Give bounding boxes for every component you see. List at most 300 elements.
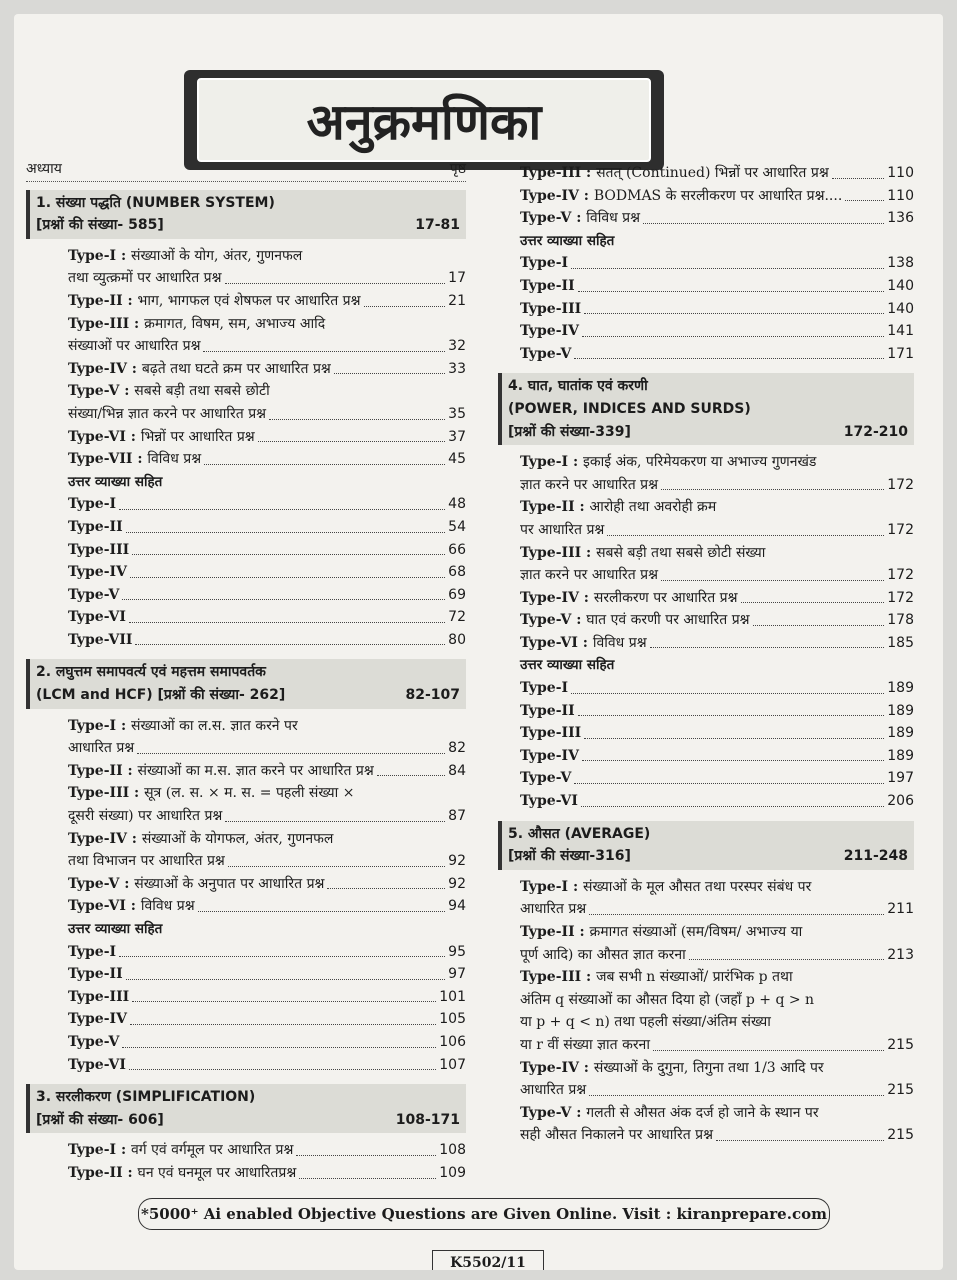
type-label: Type-IV : [520, 1059, 594, 1076]
header-chapter-label: अध्याय [26, 161, 62, 177]
page-number: 136 [887, 210, 914, 227]
dot-leader [689, 959, 885, 960]
page-number: 172 [887, 567, 914, 584]
toc-entry [520, 632, 914, 655]
entry-text [68, 493, 116, 516]
type-label: Type-II [520, 277, 575, 294]
footer-note: *5000⁺ Ai enabled Objective Questions are Given Online. Visit : kiranprepare.com [138, 1198, 830, 1230]
page-number: 140 [887, 300, 914, 317]
entry-text [520, 343, 571, 366]
toc-entry [68, 895, 466, 918]
toc-entry [68, 584, 466, 607]
dot-leader [574, 358, 884, 359]
toc-entry-line: Type-I : संख्याओं का ल.स. ज्ञात करने पर [68, 717, 298, 734]
toc-entry [520, 1034, 914, 1057]
chapter-items [26, 245, 466, 652]
dot-leader [650, 647, 885, 648]
page-number: 48 [448, 496, 466, 513]
dot-leader [581, 806, 884, 807]
entry-text [68, 1031, 119, 1054]
type-label: Type-V [68, 1033, 120, 1050]
toc-entry [68, 1054, 466, 1077]
entry-text: पर आधारित प्रश्न [520, 521, 605, 538]
type-label: Type-II [68, 966, 123, 983]
solutions-label: उत्तर व्याख्या सहित [68, 921, 163, 937]
toc-entry [68, 606, 466, 629]
type-label: Type-III : [520, 544, 597, 561]
type-label: Type-VII [68, 631, 133, 648]
page-number: 109 [439, 1164, 466, 1181]
entry-text [68, 561, 127, 584]
dot-leader [832, 178, 885, 179]
page-number: 106 [439, 1033, 466, 1050]
type-label: Type-I : [68, 717, 131, 734]
entry-text [520, 252, 568, 275]
page-number: 211 [887, 901, 914, 918]
toc-entry [520, 898, 914, 921]
type-label: Type-III [520, 725, 582, 742]
toc-entry [68, 963, 466, 986]
toc-entry-line: Type-I : संख्याओं के योग, अंतर, गुणनफल [68, 247, 303, 264]
page-number: 21 [448, 292, 466, 309]
type-label: Type-III : [520, 969, 597, 986]
chapter-count-row [36, 684, 460, 707]
toc-entry-line: Type-V : सबसे बड़ी तथा सबसे छोटी [68, 383, 270, 400]
toc-entry [68, 760, 466, 783]
header-page-label: पृष्ठ [449, 161, 466, 177]
entry-text: या r वीं संख्या ज्ञात करना [520, 1036, 650, 1053]
toc-entry [520, 944, 914, 967]
type-label: Type-V : [68, 875, 135, 892]
toc-entry [68, 737, 466, 760]
chapter-pages: 108-171 [395, 1111, 460, 1128]
dot-leader [653, 1050, 884, 1051]
chapter-3-continued [498, 162, 914, 365]
page-number: 87 [448, 808, 466, 825]
toc-entry [68, 539, 466, 562]
solutions-label: उत्तर व्याख्या सहित [520, 232, 615, 249]
type-label: Type-IV [520, 747, 579, 764]
entry-text: तथा व्युत्क्रमों पर आधारित प्रश्न [68, 270, 222, 287]
page-number: 54 [448, 518, 466, 535]
chapter-count-row [508, 421, 908, 444]
type-label: Type-VI [520, 793, 578, 810]
entry-text [520, 320, 579, 343]
entry-text: आधारित प्रश्न [68, 740, 135, 757]
type-label: Type-IV : [520, 187, 594, 204]
chapter-heading [26, 659, 466, 708]
question-count: [प्रश्नों की संख्या- 606] [36, 1111, 164, 1128]
dot-leader [228, 866, 445, 867]
dot-leader [607, 535, 884, 536]
page-number: 172 [887, 476, 914, 493]
solutions-label: उत्तर व्याख्या सहित [520, 657, 615, 674]
type-label: Type-VI : [68, 898, 141, 915]
toc-entry [68, 426, 466, 449]
page-title: अनुक्रमणिका [197, 78, 651, 162]
dot-leader [122, 1047, 436, 1048]
dot-leader [334, 373, 445, 374]
type-label: Type-V [520, 345, 572, 362]
page-number: 32 [448, 338, 466, 355]
page-number: 72 [448, 609, 466, 626]
toc-entry [68, 493, 466, 516]
page-number: 213 [887, 946, 914, 963]
dot-leader [137, 753, 445, 754]
dot-leader [571, 693, 884, 694]
entry-text [520, 722, 581, 745]
chapter-name: 2. लघुत्तम समापवर्त्य एवं महत्तम समापवर्तक [36, 664, 266, 681]
toc-entry-line: Type-III : सबसे बड़ी तथा सबसे छोटी संख्या [520, 544, 766, 561]
page-number: 35 [448, 405, 466, 422]
type-label: Type-IV : [68, 360, 142, 377]
page-number: 82 [448, 740, 466, 757]
chapter-items [26, 715, 466, 1077]
page-number: 80 [448, 631, 466, 648]
chapter-items [498, 451, 914, 813]
chapter-name-en: (POWER, INDICES AND SURDS) [508, 400, 751, 417]
entry-text [520, 767, 571, 790]
chapter-count-row [508, 845, 908, 868]
entry-text: Type-III : सतत् (Continued) भिन्नों पर आधारित प्रश्न [520, 165, 829, 181]
dot-leader [132, 1001, 436, 1002]
page-number: 66 [448, 541, 466, 558]
entry-text [68, 963, 123, 986]
dot-leader [126, 979, 446, 980]
page-number: 189 [887, 680, 914, 697]
page-number: 37 [448, 428, 466, 445]
type-label: Type-III : [68, 315, 145, 332]
type-label: Type-II : [520, 499, 590, 516]
dot-leader [258, 441, 445, 442]
chapter-heading [498, 373, 914, 445]
type-label: Type-IV [68, 1011, 127, 1028]
toc-entry [520, 790, 914, 813]
toc-entry [520, 722, 914, 745]
dot-leader [198, 911, 446, 912]
page-number: 189 [887, 747, 914, 764]
toc-entry [68, 1031, 466, 1054]
chapter-name: 4. घात, घातांक एवं करणी [508, 378, 648, 395]
toc-entry-line: अंतिम q संख्याओं का औसत दिया हो (जहाँ p + q > n [520, 991, 815, 1008]
entry-text: ज्ञात करने पर आधारित प्रश्न [520, 476, 659, 493]
page-number: 215 [887, 1036, 914, 1053]
toc-entry [68, 986, 466, 1009]
dot-leader [269, 419, 445, 420]
toc-entry-line: Type-I : इकाई अंक, परिमेयकरण या अभाज्य गुणनखंड [520, 454, 817, 471]
toc-entry-line: Type-IV : संख्याओं के दुगुना, तिगुना तथा 1/3 आदि पर [520, 1059, 824, 1076]
book-code: K5502/11 [432, 1250, 544, 1270]
page-number: 185 [887, 634, 914, 651]
type-label: Type-III : [68, 785, 145, 802]
entry-text: Type-IV : BODMAS के सरलीकरण पर आधारित प्रश्न.... [520, 187, 843, 204]
dot-leader [589, 914, 884, 915]
type-label: Type-III [520, 300, 582, 317]
dot-leader [661, 489, 884, 490]
type-label: Type-I [520, 255, 569, 272]
toc-entry [68, 1162, 466, 1185]
toc-entry [68, 448, 466, 471]
page-number: 84 [448, 762, 466, 779]
toc-entry [68, 941, 466, 964]
chapter-heading [26, 1084, 466, 1133]
page-number: 92 [448, 853, 466, 870]
toc-entry [520, 609, 914, 632]
page-number: 108 [439, 1142, 466, 1159]
entry-text: आधारित प्रश्न [520, 901, 587, 918]
dot-leader [135, 644, 445, 645]
entry-text: संख्याओं पर आधारित प्रश्न [68, 338, 201, 355]
type-label: Type-I : [68, 1142, 131, 1159]
type-label: Type-VI [68, 609, 126, 626]
dot-leader [132, 554, 445, 555]
type-label: Type-VII : [68, 451, 148, 468]
type-label: Type-V : [520, 612, 587, 629]
toc-entry-line: Type-III : क्रमागत, विषम, सम, अभाज्य आदि [68, 315, 326, 332]
type-label: Type-VI : [68, 428, 141, 445]
dot-leader [130, 577, 445, 578]
index-header [26, 158, 466, 182]
dot-leader [119, 509, 445, 510]
type-label: Type-V [68, 586, 120, 603]
page-number: 17 [448, 270, 466, 287]
dot-leader [643, 223, 884, 224]
toc-entry [520, 320, 914, 343]
chapter-name: 3. सरलीकरण (SIMPLIFICATION) [36, 1089, 256, 1106]
entry-text [68, 516, 123, 539]
dot-leader [661, 580, 884, 581]
page-number: 172 [887, 589, 914, 606]
entry-text: Type-VI : विविध प्रश्न [68, 898, 195, 915]
toc-entry [520, 1124, 914, 1147]
dot-leader [589, 1095, 884, 1096]
title-banner [184, 70, 664, 170]
toc-entry [520, 474, 914, 497]
dot-leader [377, 775, 445, 776]
toc-entry [68, 290, 466, 313]
dot-leader [582, 760, 884, 761]
entry-text [520, 790, 578, 813]
chapter-heading [498, 821, 914, 870]
entry-text [68, 986, 129, 1009]
dot-leader [578, 715, 885, 716]
toc-entry [520, 700, 914, 723]
dot-leader [225, 283, 446, 284]
chapter-pages: 211-248 [843, 848, 908, 865]
page-number: 141 [887, 323, 914, 340]
type-label: Type-IV : [520, 589, 594, 606]
entry-text: आधारित प्रश्न [520, 1082, 587, 1099]
toc-entry [68, 358, 466, 381]
dot-leader [584, 313, 884, 314]
dot-leader [225, 821, 445, 822]
entry-text [68, 584, 119, 607]
chapter-name: 5. औसत (AVERAGE) [508, 825, 651, 842]
entry-text [520, 298, 581, 321]
type-label: Type-IV : [68, 830, 142, 847]
left-column [26, 158, 466, 1185]
entry-text [68, 1008, 127, 1031]
entry-text: Type-IV : बढ़ते तथा घटते क्रम पर आधारित प्रश्न [68, 360, 331, 377]
toc-entry [68, 516, 466, 539]
page-number: 105 [439, 1011, 466, 1028]
toc-entry [520, 677, 914, 700]
toc-entry-line: Type-V : गलती से औसत अंक दर्ज हो जाने के स्थान पर [520, 1104, 819, 1121]
chapter-items [26, 1139, 466, 1184]
dot-leader [130, 1024, 436, 1025]
dot-leader [364, 306, 446, 307]
page-number: 107 [439, 1056, 466, 1073]
question-count: [प्रश्नों की संख्या- 585] [36, 217, 164, 234]
chapter-count-row [36, 214, 460, 237]
toc-entry [520, 275, 914, 298]
type-label: Type-IV [520, 323, 579, 340]
chapter-count-row [36, 1109, 460, 1132]
toc-entry [68, 850, 466, 873]
toc-entry [68, 403, 466, 426]
page-number: 110 [887, 165, 914, 181]
entry-text [68, 629, 132, 652]
dot-leader [327, 888, 445, 889]
type-label: Type-II : [68, 292, 138, 309]
page-number: 138 [887, 255, 914, 272]
entry-text: Type-VI : भिन्नों पर आधारित प्रश्न [68, 428, 255, 445]
dot-leader [129, 622, 445, 623]
toc-entry [68, 805, 466, 828]
toc-entry [520, 185, 914, 208]
dot-leader [741, 602, 885, 603]
toc-entry [520, 162, 914, 185]
page-number: 110 [887, 187, 914, 204]
toc-entry [520, 207, 914, 230]
type-label: Type-IV [68, 564, 127, 581]
right-column [498, 162, 914, 1147]
entry-text: पूर्ण आदि) का औसत ज्ञात करना [520, 946, 686, 963]
dot-leader [203, 351, 445, 352]
solutions-label: उत्तर व्याख्या सहित [68, 473, 163, 490]
dot-leader [584, 738, 884, 739]
toc-entry [520, 1079, 914, 1102]
entry-text: दूसरी संख्या) पर आधारित प्रश्न [68, 808, 223, 825]
entry-text [520, 677, 568, 700]
question-count: [प्रश्नों की संख्या-339] [508, 423, 631, 440]
dot-leader [582, 336, 884, 337]
type-label: Type-I [68, 943, 117, 960]
toc-entry [520, 343, 914, 366]
toc-entry [520, 519, 914, 542]
type-label: Type-II : [68, 762, 138, 779]
entry-text: Type-V : संख्याओं के अनुपात पर आधारित प्रश्न [68, 875, 325, 892]
dot-leader [571, 268, 884, 269]
dot-leader [129, 1069, 436, 1070]
page-number: 215 [887, 1082, 914, 1099]
entry-text: Type-IV : सरलीकरण पर आधारित प्रश्न [520, 589, 738, 606]
page-number: 206 [887, 793, 914, 810]
page-number: 101 [439, 988, 466, 1005]
page-number: 189 [887, 725, 914, 742]
page-number: 45 [448, 451, 466, 468]
page-number: 33 [448, 360, 466, 377]
toc-entry [520, 767, 914, 790]
dot-leader [574, 783, 884, 784]
question-count: [प्रश्नों की संख्या-316] [508, 848, 631, 865]
type-label: Type-I : [68, 247, 131, 264]
entry-text [520, 700, 575, 723]
dot-leader [126, 532, 446, 533]
page-number: 68 [448, 564, 466, 581]
toc-entry [520, 252, 914, 275]
toc-entry [520, 587, 914, 610]
type-label: Type-III : [520, 165, 597, 181]
toc-entry-line: Type-II : आरोही तथा अवरोही क्रम [520, 499, 717, 516]
entry-text [520, 275, 575, 298]
entry-text [68, 1054, 126, 1077]
type-label: Type-V [520, 770, 572, 787]
toc-entry [68, 267, 466, 290]
page-number: 140 [887, 277, 914, 294]
entry-text [520, 745, 579, 768]
dot-leader [753, 625, 885, 626]
question-count: (LCM and HCF) [प्रश्नों की संख्या- 262] [36, 687, 286, 704]
page-number: 172 [887, 521, 914, 538]
type-label: Type-V : [520, 210, 587, 227]
page-number: 97 [448, 966, 466, 983]
type-label: Type-III [68, 541, 130, 558]
page-number: 197 [887, 770, 914, 787]
toc-entry [68, 873, 466, 896]
toc-entry-line: Type-IV : संख्याओं के योगफल, अंतर, गुणनफल [68, 830, 334, 847]
type-label: Type-II : [520, 924, 590, 940]
toc-entry-line: Type-III : सूत्र (ल. स. × म. स. = पहली संख्या × [68, 785, 355, 802]
entry-text: Type-II : संख्याओं का म.स. ज्ञात करने पर आधारित प्रश्न [68, 762, 374, 779]
page-number: 92 [448, 875, 466, 892]
page-number: 95 [448, 943, 466, 960]
toc-entry [520, 298, 914, 321]
chapter-name: 1. संख्या पद्धति (NUMBER SYSTEM) [36, 194, 275, 211]
chapter-items [498, 876, 914, 1147]
entry-text: Type-II : भाग, भागफल एवं शेषफल पर आधारित प्रश्न [68, 292, 361, 309]
type-label: Type-V : [68, 383, 135, 400]
entry-text: Type-II : घन एवं घनमूल पर आधारितप्रश्न [68, 1164, 297, 1181]
entry-text: Type-V : विविध प्रश्न [520, 210, 641, 227]
toc-entry [68, 629, 466, 652]
toc-entry-line: Type-II : क्रमागत संख्याओं (सम/विषम/ अभाज्य या [520, 924, 803, 940]
chapter-pages: 17-81 [415, 217, 460, 234]
type-label: Type-III [68, 988, 130, 1005]
book-page [14, 14, 943, 1270]
toc-entry [68, 1008, 466, 1031]
type-label: Type-V : [520, 1104, 587, 1121]
entry-text: Type-V : घात एवं करणी पर आधारित प्रश्न [520, 612, 750, 629]
type-label: Type-II [68, 518, 123, 535]
dot-leader [578, 291, 885, 292]
dot-leader [122, 599, 445, 600]
type-label: Type-VI [68, 1056, 126, 1073]
type-label: Type-I [520, 680, 569, 697]
toc-entry [68, 335, 466, 358]
entry-text: ज्ञात करने पर आधारित प्रश्न [520, 567, 659, 584]
toc-entry-line: Type-III : जब सभी n संख्याओं/ प्रारंभिक p तथा [520, 969, 793, 986]
type-label: Type-I : [520, 878, 583, 895]
type-label: Type-I : [520, 454, 583, 471]
entry-text: सही औसत निकालने पर आधारित प्रश्न [520, 1127, 713, 1144]
toc-entry [520, 745, 914, 768]
page-number: 171 [887, 345, 914, 362]
dot-leader [119, 956, 445, 957]
chapter-pages: 82-107 [405, 687, 460, 704]
page-number: 189 [887, 702, 914, 719]
toc-entry [68, 1139, 466, 1162]
